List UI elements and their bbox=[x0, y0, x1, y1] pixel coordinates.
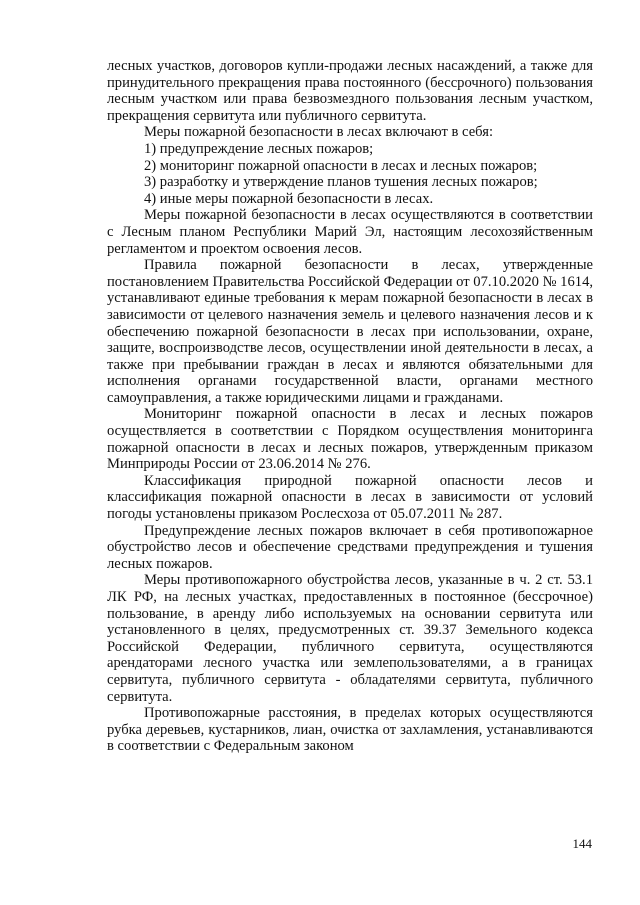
page-number: 144 bbox=[572, 836, 592, 851]
paragraph-fire-safety-rules: Правила пожарной безопасности в лесах, утвержденные постановлением Правительства Российской Федерации от 07.10.2020 № 1614, устанавливают единые требования к мерам пожарной безопасности в лесах в зависимости от целевого назначения земель и целевого назначения лесов и к обеспечению пожарной безопасности в лесах при использовании, охране, защите, воспроизводстве лесов, осуществлении иной деятельности в лесах, а также при пребывании граждан в лесах и являются обязательными для исполнения органами государственной власти, органами местного самоуправления, а также юридическими лицами и гражданами. bbox=[107, 257, 594, 406]
list-item-3: 3) разработку и утверждение планов тушения лесных пожаров; bbox=[144, 174, 538, 191]
paragraph-continuation: лесных участков, договоров купли-продажи лесных насаждений, а также для принудительного прекращения права постоянного (бессрочного) пользования лесным участком или права безвозмездного пользования лесным участком, прекращения сервитута или публичного сервитута. bbox=[107, 58, 593, 124]
list-item-4: 4) иные меры пожарной безопасности в лесах. bbox=[144, 190, 434, 207]
paragraph-forest-plan: Меры пожарной безопасности в лесах осуществляются в соответствии с Лесным планом Республики Марий Эл, настоящим лесохозяйственным регламентом и проектом освоения лесов. bbox=[107, 207, 593, 257]
paragraph-prevention: Предупреждение лесных пожаров включает в себя противопожарное обустройство лесов и обеспечение средствами предупреждения и тушения лесных пожаров. bbox=[107, 522, 593, 572]
list-item-2: 2) мониторинг пожарной опасности в лесах и лесных пожаров; bbox=[144, 157, 538, 174]
list-item-1: 1) предупреждение лесных пожаров; bbox=[144, 140, 374, 157]
paragraph-monitoring: Мониторинг пожарной опасности в лесах и лесных пожаров осуществляется в соответствии с Порядком осуществления мониторинга пожарной опасности в лесах и лесных пожаров, утвержденным приказом Минприроды России от 23.06.2014 № 276. bbox=[107, 406, 593, 473]
paragraph-classification: Классификация природной пожарной опасности лесов и классификация пожарной опасности в лесах в зависимости от условий погоды установлены приказом Рослесхоза от 05.07.2011 № 287. bbox=[107, 472, 593, 523]
paragraph-fire-prevention-arrangement: Меры противопожарного обустройства лесов, указанные в ч. 2 ст. 53.1 ЛК РФ, на лесных участках, предоставленных в постоянное (бессрочное) пользование, в аренду либо используемых на основании сервитута или установленного в целях, предусмотренных ст. 39.37 Земельного кодекса Российской Федерации, публичного сервитута, осуществляются арендаторами лесного участка или землепользователями, а в границах сервитута, публичного сервитута - обладателями сервитута, публичного сервитута. bbox=[107, 572, 593, 705]
paragraph-fire-distances: Противопожарные расстояния, в пределах которых осуществляются рубка деревьев, кустарников, лиан, очистка от захламления, устанавливаются в соответствии с Федеральным законом bbox=[107, 705, 593, 755]
paragraph-fire-safety-measures-intro: Меры пожарной безопасности в лесах включают в себя: bbox=[144, 124, 493, 141]
page-body-text bbox=[107, 58, 593, 755]
